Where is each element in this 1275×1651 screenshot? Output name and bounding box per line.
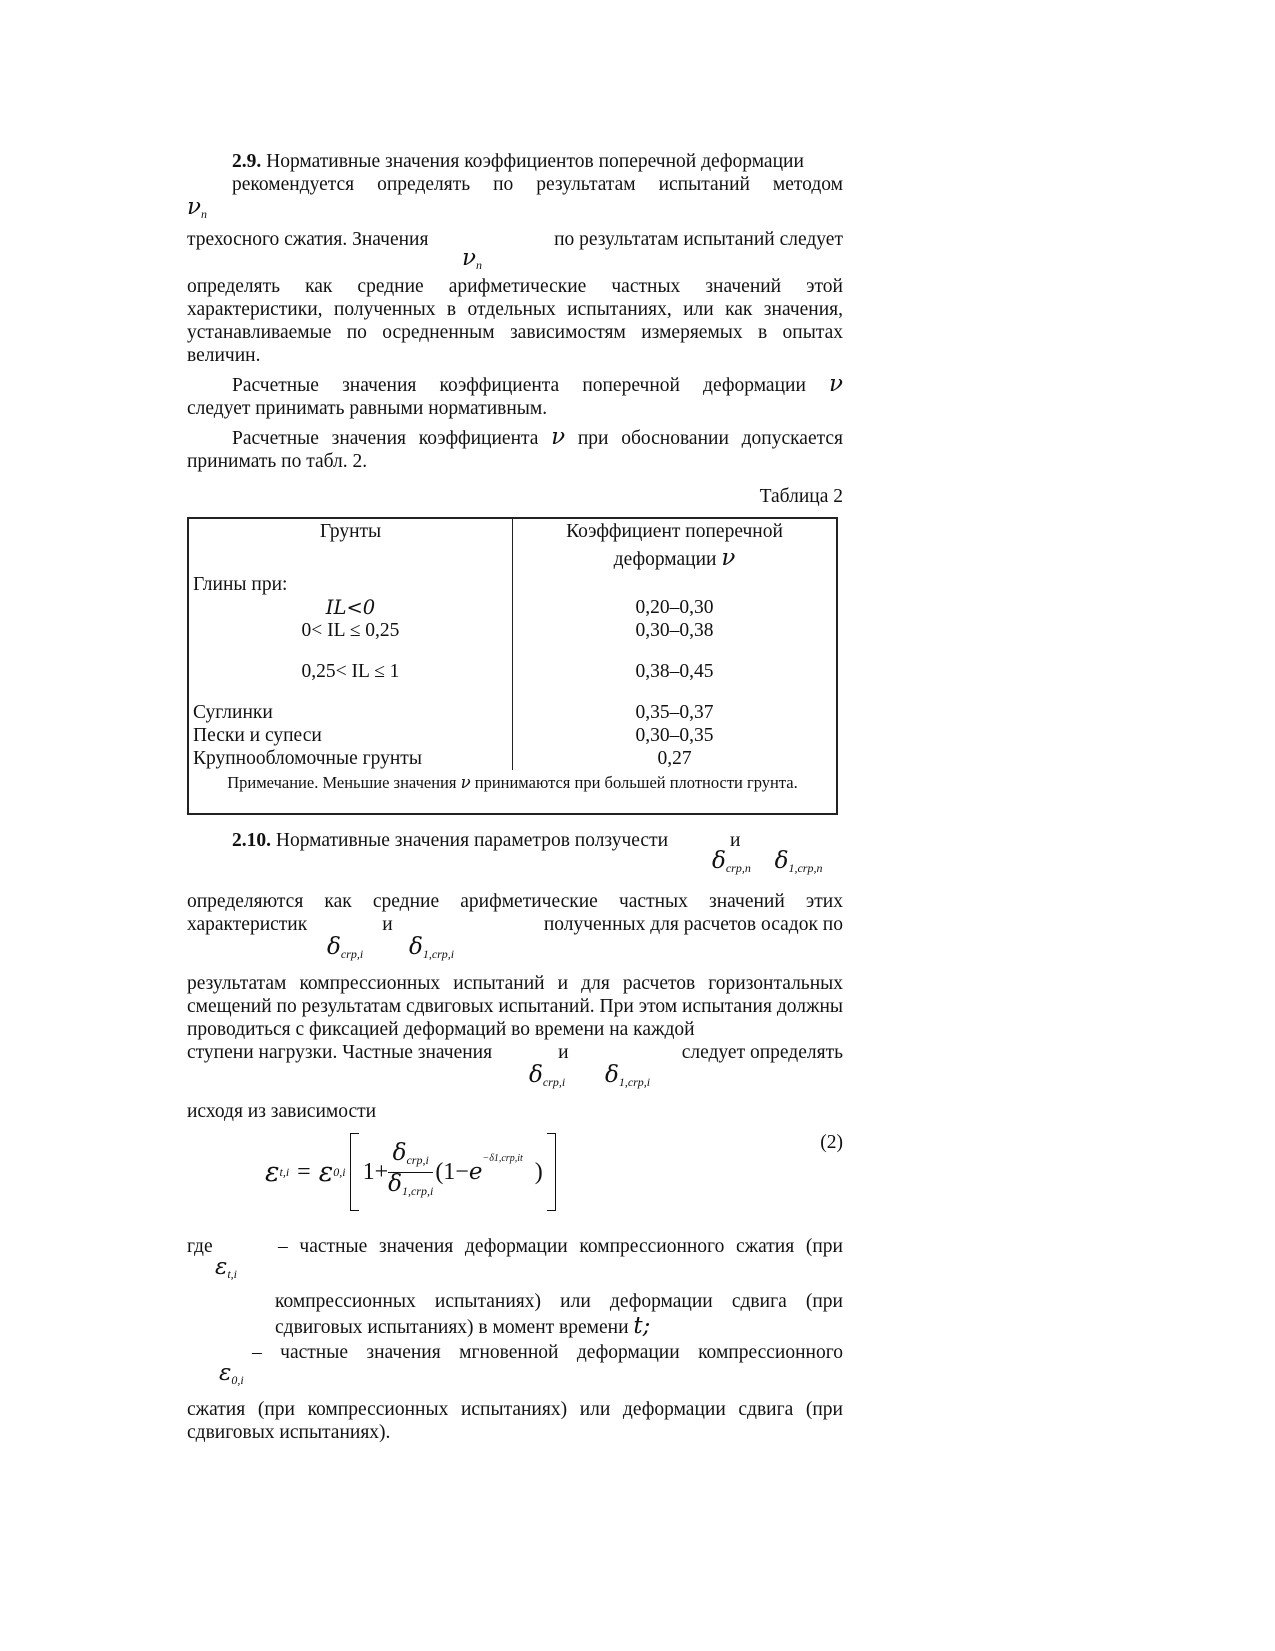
sec210-line4 xyxy=(187,1041,843,1064)
text: ступени нагрузки. Частные значения xyxy=(187,1042,493,1063)
nu-symbol: ν xyxy=(460,773,471,792)
table-row xyxy=(188,596,837,619)
delta-symbol: δ xyxy=(604,1062,619,1088)
soil-cell: 0< IL ≤ 0,25 xyxy=(188,619,513,660)
paren-close: ) xyxy=(534,1158,543,1185)
table-row xyxy=(188,701,837,724)
text: деформации xyxy=(613,549,717,570)
where-line4: – частные значения мгновенной деформации компрессионного xyxy=(252,1342,843,1363)
delta-symbols-2 xyxy=(187,936,843,972)
empty-cell xyxy=(513,573,838,596)
nu-n-symbol-2 xyxy=(187,247,843,275)
sec210-line2: определяются как средние арифметические частных значений этих xyxy=(187,891,843,912)
text: по результатам испытаний следует xyxy=(554,229,843,250)
exponent: −δ1,crp,it xyxy=(482,1152,523,1164)
delta-symbol: δ xyxy=(327,934,341,960)
value-cell: 0,30–0,35 xyxy=(635,725,714,746)
text: Нормативные значения параметров ползучести xyxy=(275,830,669,851)
text: Расчетные значения коэффициента xyxy=(232,428,539,449)
text: и xyxy=(382,914,393,935)
numerator xyxy=(388,1139,433,1173)
text: следует определять xyxy=(681,1042,843,1063)
denominator xyxy=(388,1170,434,1203)
sub: t,i xyxy=(227,1267,238,1281)
formula-2 xyxy=(187,1123,843,1233)
sec29-line2 xyxy=(187,173,843,196)
formula-body xyxy=(265,1133,556,1211)
table-row xyxy=(188,573,837,596)
text: и xyxy=(558,1042,569,1063)
epsilon-symbol: ε xyxy=(318,1156,334,1188)
nu-symbol: ν xyxy=(187,194,201,220)
epsilon-symbol: ε xyxy=(215,1254,228,1280)
sec29-p3 xyxy=(187,426,843,473)
soil-cell: 0,25< IL ≤ 1 xyxy=(188,660,513,701)
sec29-line1 xyxy=(187,150,843,173)
eps-ti-symbol xyxy=(187,1256,843,1290)
sub: t,i xyxy=(279,1164,290,1179)
nu-n-symbol xyxy=(187,196,843,228)
spacer xyxy=(492,1041,558,1064)
soil-cell: Суглинки xyxy=(188,701,513,724)
soil-cell: IL<0 xyxy=(188,596,513,619)
left-bracket xyxy=(350,1133,359,1211)
sub: crp,n xyxy=(725,861,751,875)
value-cell: 0,27 xyxy=(657,748,692,769)
spacer xyxy=(393,913,544,936)
formula-number: (2) xyxy=(820,1132,843,1153)
soil-cell: Крупнообломочные грунты xyxy=(188,747,513,770)
spacer xyxy=(569,1041,682,1064)
where-line2: компрессионных испытаниях) или деформации сдвига (при xyxy=(275,1291,843,1312)
sub: crp,i xyxy=(340,947,364,961)
epsilon-symbol: ε xyxy=(219,1360,232,1386)
sec210-line5: исходя из зависимости xyxy=(187,1101,377,1122)
table-row xyxy=(188,660,837,701)
table-note-row xyxy=(188,770,837,814)
sub: 1,crp,i xyxy=(618,1075,651,1089)
nu-symbol: ν xyxy=(551,424,566,450)
soil-cell: Пески и супеси xyxy=(188,724,513,747)
delta-symbol: δ xyxy=(712,848,726,874)
nu-symbol: ν xyxy=(829,371,843,397)
where-line1 xyxy=(187,1235,843,1258)
where-line5: сжатия (при компрессионных испытаниях) или деформации сдвига (при сдвиговых испытаниях). xyxy=(187,1399,843,1443)
header-soils: Грунты xyxy=(188,518,513,573)
where-line3 xyxy=(187,1313,843,1341)
value-cell: 0,38–0,45 xyxy=(635,661,714,682)
paren-open: (1− xyxy=(435,1158,469,1185)
sec210-line3 xyxy=(187,913,843,936)
text: полученных для расчетов осадок по xyxy=(543,914,843,935)
value-cell: 0,20–0,30 xyxy=(635,597,714,618)
sub: n xyxy=(475,258,482,272)
sub: 0,i xyxy=(333,1164,346,1179)
table-note xyxy=(188,770,837,814)
document-page xyxy=(187,150,843,1444)
text: характеристик xyxy=(187,914,308,935)
sub: n xyxy=(200,207,207,221)
text: сдвиговых испытаниях) в момент времени xyxy=(275,1317,629,1338)
text: принимаются при большей плотности грунта. xyxy=(474,773,798,792)
equals: = xyxy=(297,1158,311,1185)
sec29-p2 xyxy=(187,373,843,397)
nu-symbol: ν xyxy=(462,245,476,271)
table-header xyxy=(188,518,837,573)
table-2 xyxy=(187,517,838,815)
sub: crp,i xyxy=(542,1075,566,1089)
delta-symbol: δ xyxy=(408,934,423,960)
one-plus: 1+ xyxy=(362,1158,389,1185)
text: Примечание. Меньшие значения xyxy=(227,773,457,792)
sec210-body: результатам компрессионных испытаний и для расчетов горизонтальных смещений по результатам сдвиговых испытаний. При этом испытания должны проводиться с фиксацией деформаций во времени на каждой xyxy=(187,973,843,1040)
text: трехосного сжатия. Значения xyxy=(187,229,429,250)
sub: 1,crp,i xyxy=(422,947,455,961)
value-cell: 0,35–0,37 xyxy=(635,702,714,723)
spacer xyxy=(479,228,484,251)
text: Расчетные значения коэффициента поперечной деформации xyxy=(232,375,806,396)
table-caption: Таблица 2 xyxy=(759,486,843,507)
table-row xyxy=(188,747,837,770)
text: где xyxy=(187,1236,213,1257)
text: – частные значения деформации компрессионного сжатия (при xyxy=(278,1236,843,1257)
sub: 1,crp,n xyxy=(788,861,823,875)
sec29-p2b: следует принимать равными нормативным. xyxy=(187,398,548,419)
section-number: 2.9. xyxy=(232,151,262,172)
header-coef xyxy=(513,518,838,573)
sub: 1,crp,i xyxy=(401,1183,434,1198)
table-row xyxy=(188,619,837,660)
delta-symbol: δ xyxy=(392,1139,407,1166)
delta-symbols-1 xyxy=(187,850,843,890)
text: рекомендуется определять по результатам испытаний методом xyxy=(232,174,843,195)
e-symbol: e xyxy=(468,1158,483,1185)
nu-symbol: ν xyxy=(721,545,736,571)
fraction xyxy=(388,1139,434,1203)
sec29-rest: определять как средние арифметические частных значений этой характеристики, полученных в отдельных испытаниях, или как значения, устанавливаемые по осредненным зависимостям измеряемых в опытах величин. xyxy=(187,276,843,366)
section-number: 2.10. xyxy=(232,830,271,851)
delta-symbol: δ xyxy=(388,1170,402,1197)
delta-symbol: δ xyxy=(529,1062,543,1088)
delta-symbols-3 xyxy=(187,1064,843,1100)
delta-symbol: δ xyxy=(774,848,789,874)
eps-0i-symbol xyxy=(187,1362,843,1398)
epsilon-symbol: ε xyxy=(265,1156,280,1188)
text: Нормативные значения коэффициентов поперечной деформации xyxy=(266,151,804,172)
text: Коэффициент поперечной xyxy=(566,521,783,542)
value-cell: 0,30–0,38 xyxy=(635,620,714,641)
group-label: Глины при: xyxy=(188,573,513,596)
text: при обосновании допускается принимать по табл. 2. xyxy=(187,428,844,472)
sub: 0,i xyxy=(231,1373,244,1387)
spacer xyxy=(307,913,382,936)
sub: crp,i xyxy=(406,1152,429,1167)
sec210-line1 xyxy=(187,829,843,852)
right-bracket xyxy=(547,1133,556,1211)
text: и xyxy=(730,830,741,851)
table-row xyxy=(188,724,837,747)
t-symbol: t; xyxy=(633,1313,651,1339)
